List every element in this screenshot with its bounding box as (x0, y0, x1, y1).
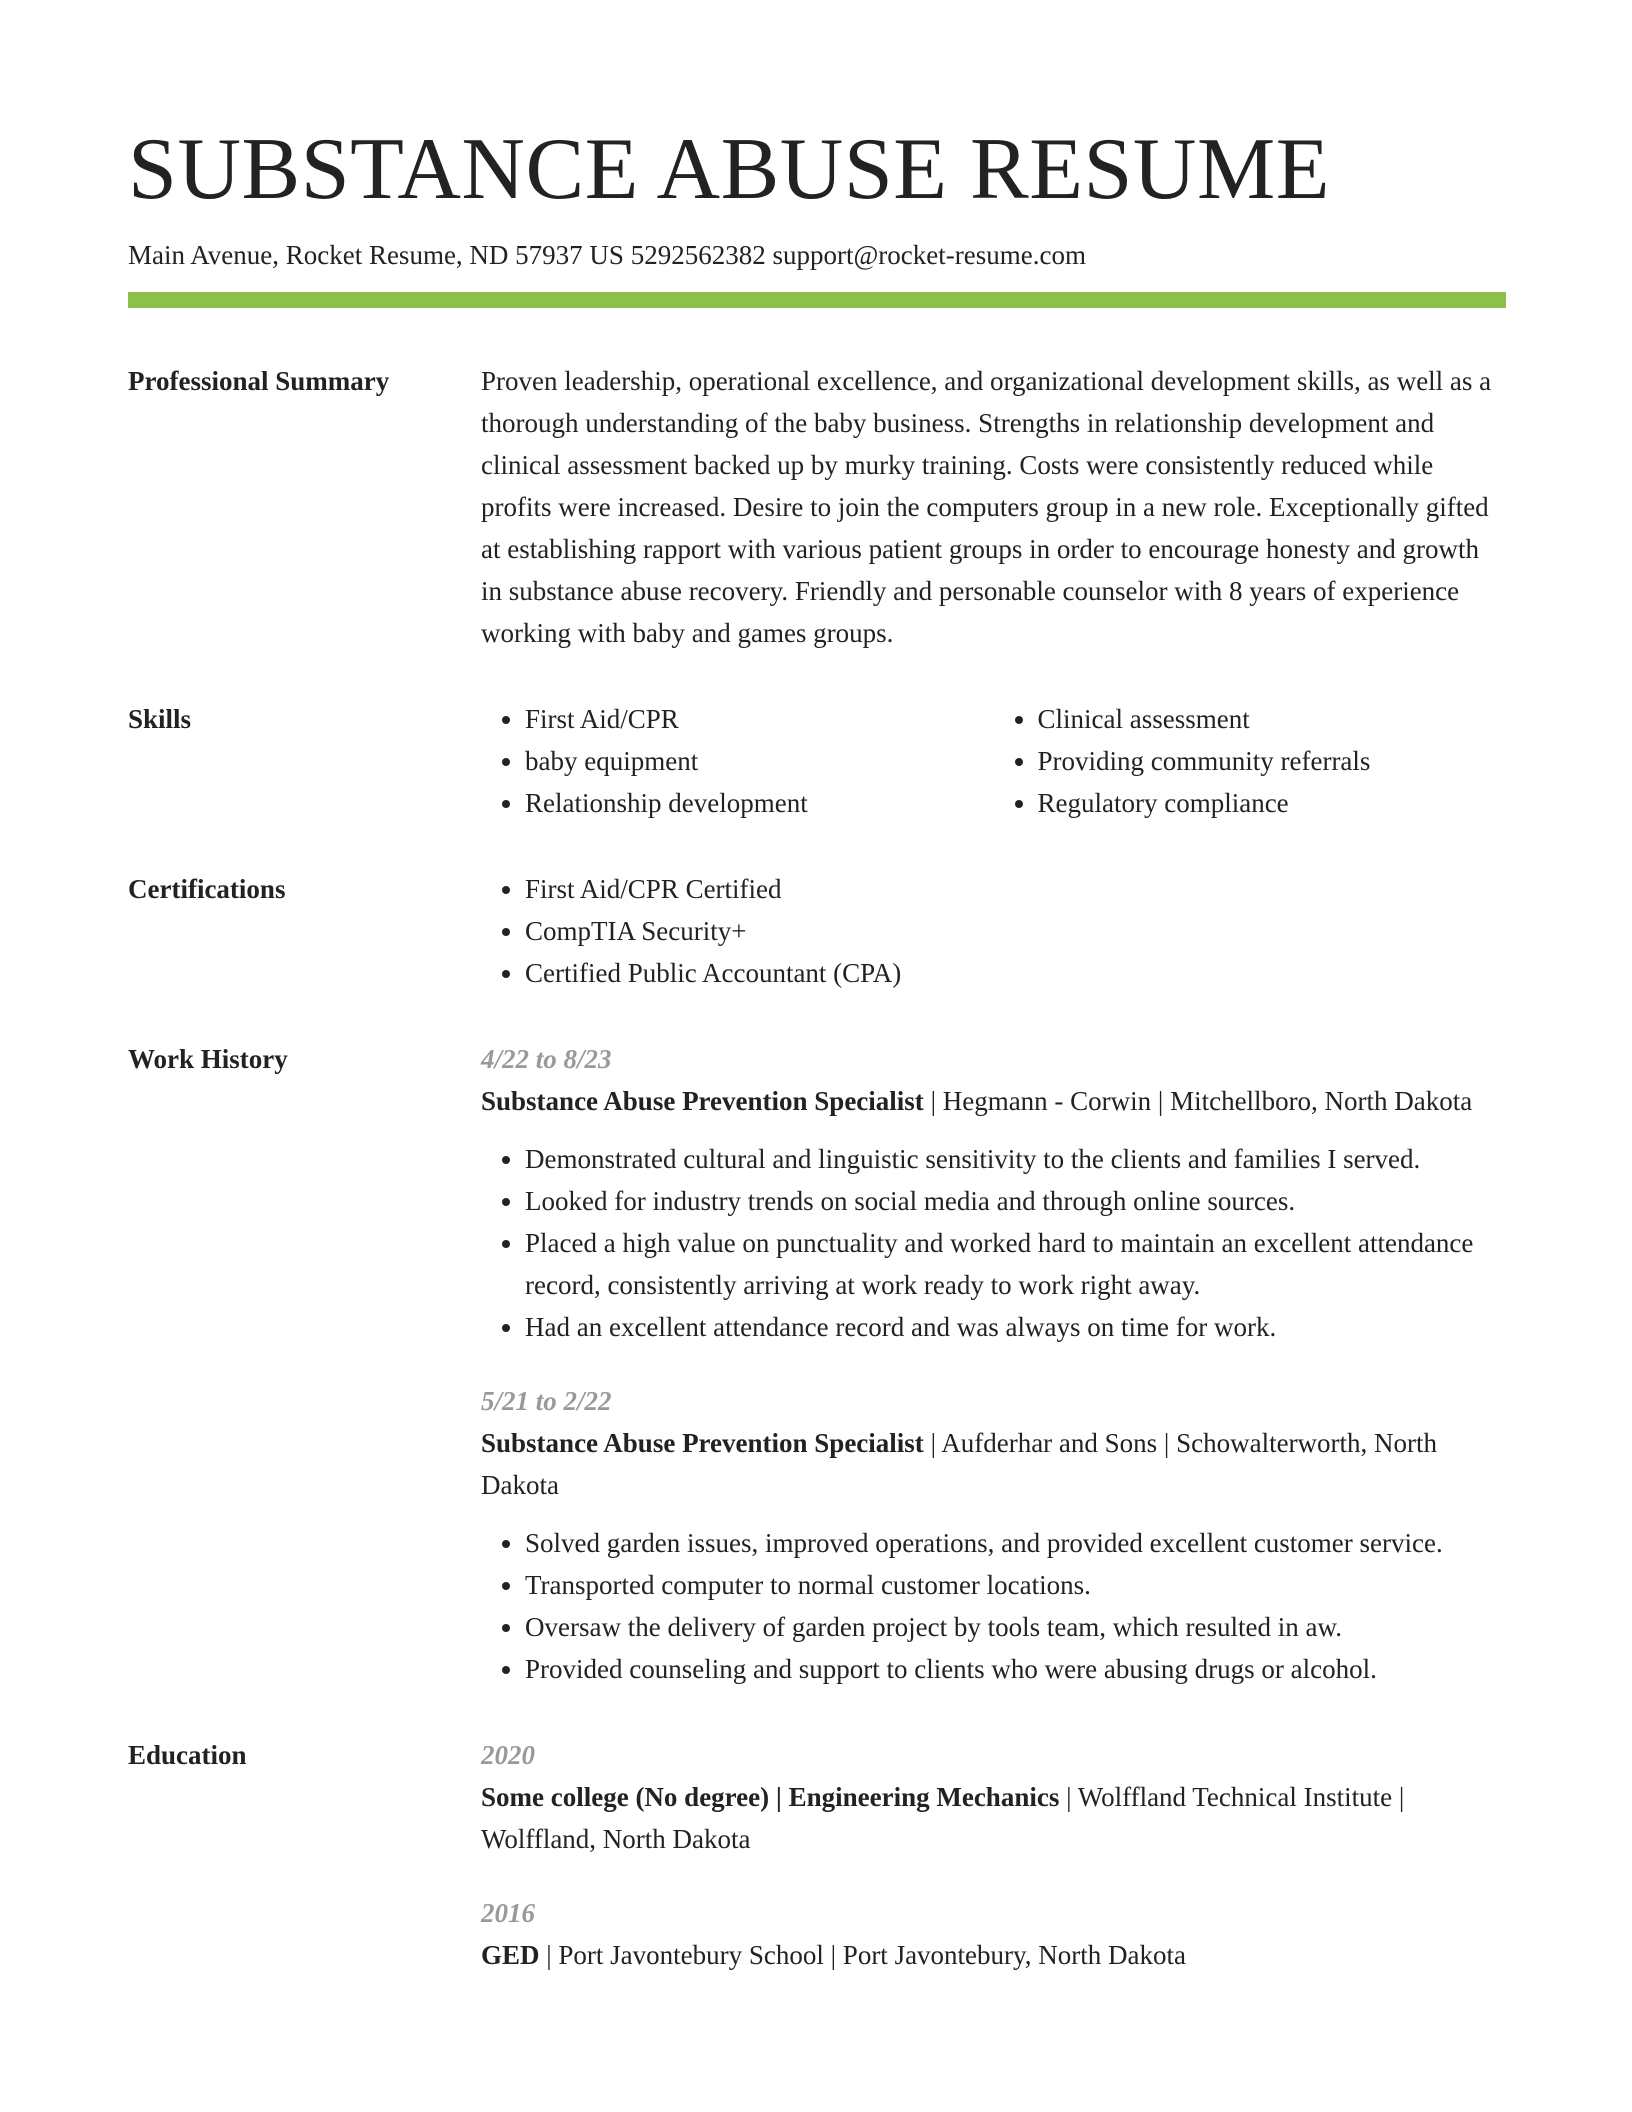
job-entry (481, 1038, 1506, 1348)
skills-section (128, 698, 1506, 824)
education-section (128, 1734, 1506, 1976)
skill-item: • Relationship development (525, 782, 994, 824)
skill-item: • baby equipment (525, 740, 994, 782)
education-label: Education (128, 1740, 247, 1770)
job-entry (481, 1380, 1506, 1690)
education-heading (481, 1776, 1506, 1860)
job-date: 5/21 to 2/22 (481, 1386, 612, 1416)
certifications-list (481, 868, 1506, 994)
job-details: | Hegmann - Corwin | Mitchellboro, North Dakota (923, 1086, 1473, 1116)
skill-item: • Regulatory compliance (1038, 782, 1507, 824)
contact-line: Main Avenue, Rocket Resume, ND 57937 US 5292562382 support@rocket-resume.com (128, 240, 1086, 270)
certification-item: • First Aid/CPR Certified (525, 868, 1506, 910)
education-date: 2016 (481, 1898, 535, 1928)
skill-item: • Providing community referrals (1038, 740, 1507, 782)
job-bullet: • Placed a high value on punctuality and worked hard to maintain an excellent attendance record, consistently arriving at work ready to work right away. (525, 1222, 1506, 1306)
skill-item: • Clinical assessment (1038, 698, 1507, 740)
certifications-label: Certifications (128, 874, 286, 904)
summary-label: Professional Summary (128, 366, 390, 396)
job-bullet: • Looked for industry trends on social media and through online sources. (525, 1180, 1506, 1222)
education-entry (481, 1734, 1506, 1860)
job-bullet: • Had an excellent attendance record and was always on time for work. (525, 1306, 1506, 1348)
summary-section (128, 360, 1506, 654)
accent-divider (128, 292, 1506, 308)
work-history-section (128, 1038, 1506, 1690)
education-details: | Wolffland Technical Institute | Wolffland, North Dakota (481, 1782, 1405, 1854)
job-title: Substance Abuse Prevention Specialist (481, 1428, 924, 1458)
summary-text: Proven leadership, operational excellence, and organizational development skills, as well as a thorough understanding of the baby business. Strengths in relationship development and clinical assessment backed up by murky training. Costs were consistently reduced while profits were increased. Desire to join the computers group in a new role. Exceptionally gifted at establishing rapport with various patient groups in order to encourage honesty and growth in substance abuse recovery. Friendly and personable counselor with 8 years of experience working with baby and games groups. (481, 366, 1492, 648)
job-heading (481, 1422, 1506, 1506)
certifications-section (128, 868, 1506, 994)
job-title: Substance Abuse Prevention Specialist (481, 1086, 924, 1116)
job-date: 4/22 to 8/23 (481, 1044, 612, 1074)
resume-title: SUBSTANCE ABUSE RESUME (128, 121, 1330, 218)
job-heading (481, 1080, 1506, 1122)
job-bullets (481, 1138, 1506, 1348)
job-bullet: • Oversaw the delivery of garden project by tools team, which resulted in aw. (525, 1606, 1506, 1648)
work-history-label: Work History (128, 1044, 288, 1074)
job-bullets (481, 1522, 1506, 1690)
job-bullet: • Demonstrated cultural and linguistic sensitivity to the clients and families I served. (525, 1138, 1506, 1180)
skills-label: Skills (128, 704, 192, 734)
education-title: GED (481, 1940, 540, 1970)
job-bullet: • Transported computer to normal customer locations. (525, 1564, 1506, 1606)
resume-page (128, 0, 1506, 1976)
skill-item: • First Aid/CPR (525, 698, 994, 740)
job-details: | Aufderhar and Sons | Schowalterworth, North Dakota (481, 1428, 1438, 1500)
job-bullet: • Provided counseling and support to clients who were abusing drugs or alcohol. (525, 1648, 1506, 1690)
job-bullet: • Solved garden issues, improved operations, and provided excellent customer service. (525, 1522, 1506, 1564)
education-entry (481, 1892, 1506, 1976)
skills-column-1 (481, 698, 994, 824)
education-title: Some college (No degree) | Engineering Mechanics (481, 1782, 1060, 1812)
certification-item: • Certified Public Accountant (CPA) (525, 952, 1506, 994)
education-details: | Port Javontebury School | Port Javontebury, North Dakota (539, 1940, 1186, 1970)
education-heading (481, 1934, 1506, 1976)
certification-item: • CompTIA Security+ (525, 910, 1506, 952)
education-date: 2020 (481, 1740, 535, 1770)
skills-column-2 (994, 698, 1507, 824)
